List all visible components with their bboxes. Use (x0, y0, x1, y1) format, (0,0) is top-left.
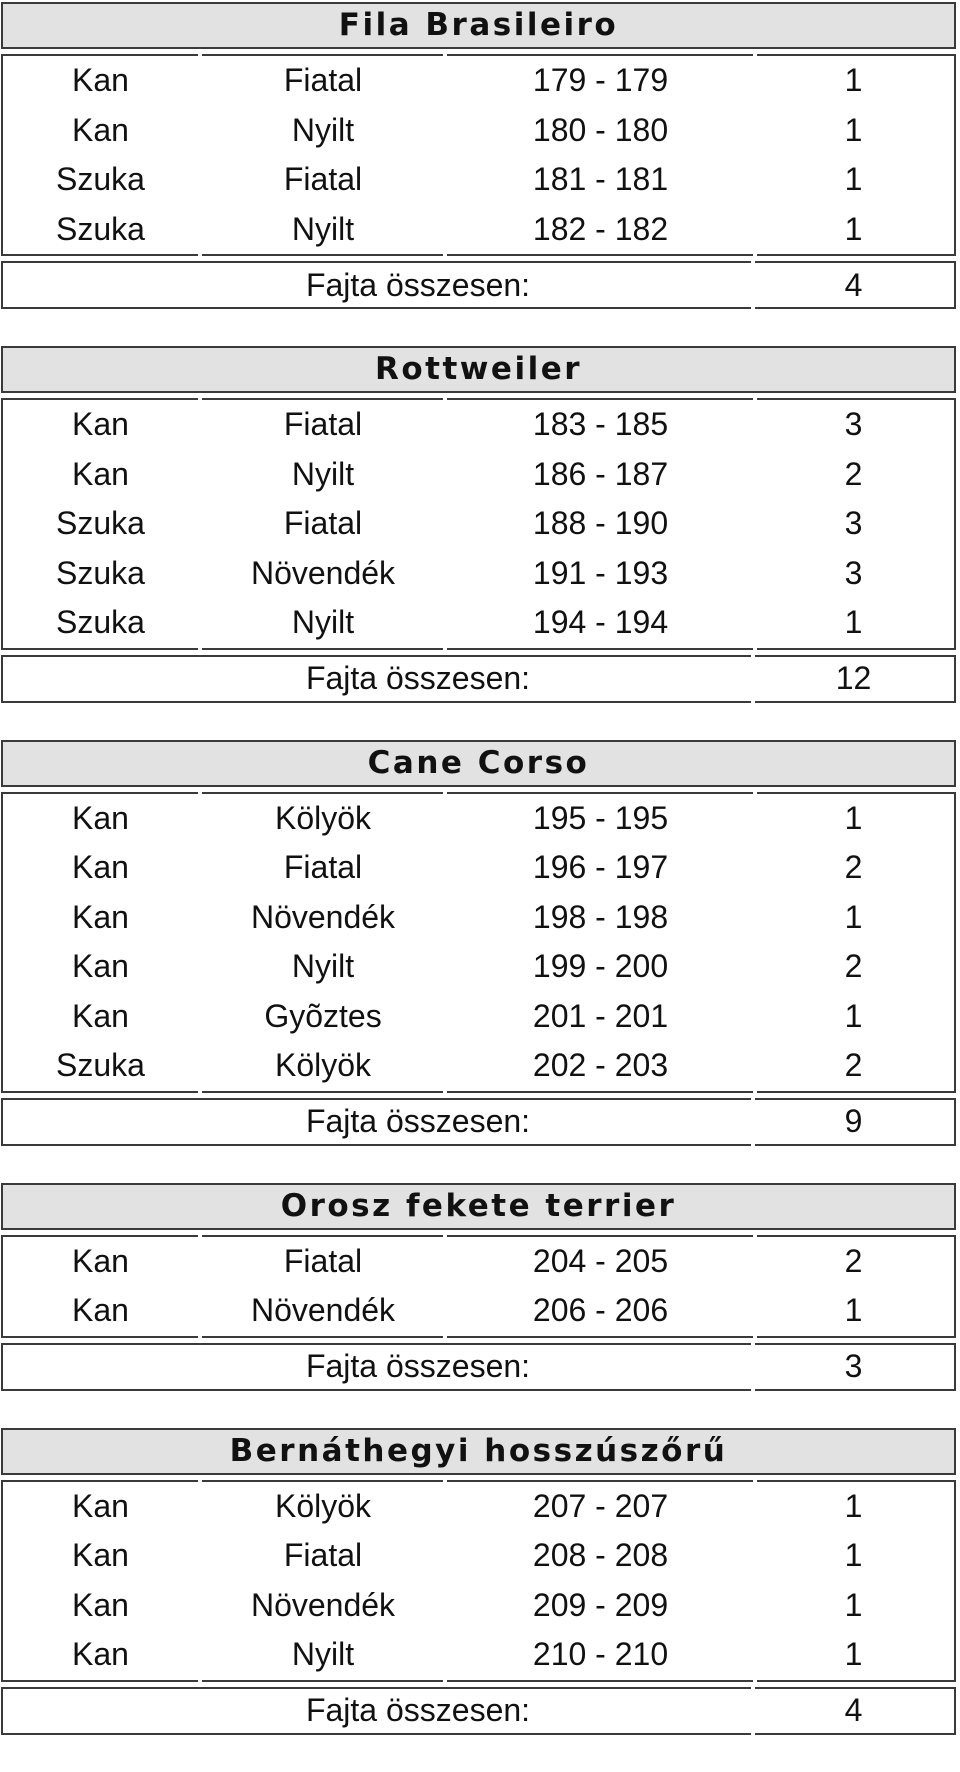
count-cell: 1 (844, 111, 863, 148)
catalog-range-cell: 204 - 205 (532, 1242, 669, 1279)
catalog-range-cell: 194 - 194 (532, 604, 669, 641)
count-cell: 2 (844, 948, 863, 985)
breed-total-row (1, 655, 956, 703)
table-row (3, 1581, 954, 1631)
class-cell: Fiatal (283, 161, 363, 198)
table-row (3, 1531, 954, 1581)
catalog-range-cell: 207 - 207 (532, 1487, 669, 1524)
class-cell: Nyilt (291, 604, 355, 641)
catalog-range-cell: 179 - 179 (532, 62, 669, 99)
sex-cell: Kan (72, 62, 129, 99)
breed-section (0, 1428, 960, 1735)
table-row (3, 106, 954, 156)
count-cell: 2 (844, 455, 863, 492)
breed-section (0, 346, 960, 703)
count-cell: 2 (844, 849, 863, 886)
sex-cell: Kan (72, 799, 129, 836)
table-row (3, 893, 954, 943)
class-cell: Fiatal (283, 62, 363, 99)
class-cell: Kölyök (274, 799, 372, 836)
sex-cell: Kan (72, 1292, 129, 1329)
class-cell: Nyilt (291, 948, 355, 985)
table-row (3, 794, 954, 844)
breed-entry-list (0, 2, 960, 1772)
catalog-range-cell: 209 - 209 (532, 1586, 669, 1623)
catalog-range-cell: 186 - 187 (532, 455, 669, 492)
class-cell: Nyilt (291, 455, 355, 492)
class-cell: Fiatal (283, 1537, 363, 1574)
table-row (3, 205, 954, 255)
table-row (3, 400, 954, 450)
sex-cell: Kan (72, 406, 129, 443)
breed-total-value: 4 (844, 1692, 863, 1728)
catalog-range-cell: 208 - 208 (532, 1537, 669, 1574)
breed-title: Bernáthegyi hosszúszőrű (1, 1428, 956, 1475)
count-cell: 1 (844, 604, 863, 641)
sex-cell: Szuka (56, 554, 145, 591)
catalog-range-cell: 196 - 197 (532, 849, 669, 886)
sex-cell: Kan (72, 111, 129, 148)
breed-title: Cane Corso (1, 740, 956, 787)
breed-total-row (1, 1098, 956, 1146)
sex-cell: Kan (72, 455, 129, 492)
breed-title: Orosz fekete terrier (1, 1183, 956, 1230)
breed-total-label: Fajta összesen: (305, 1692, 531, 1728)
catalog-range-cell: 195 - 195 (532, 799, 669, 836)
breed-total-label: Fajta összesen: (305, 660, 531, 696)
breed-title: Rottweiler (1, 346, 956, 393)
table-row (3, 1482, 954, 1532)
catalog-range-cell: 188 - 190 (532, 505, 669, 542)
class-cell: Növendék (250, 554, 396, 591)
count-cell: 1 (844, 210, 863, 247)
count-cell: 2 (844, 1047, 863, 1084)
table-row (3, 1286, 954, 1336)
breed-section (0, 1183, 960, 1391)
breed-total-row (1, 1687, 956, 1735)
catalog-range-cell: 191 - 193 (532, 554, 669, 591)
sex-cell: Kan (72, 898, 129, 935)
count-cell: 1 (844, 62, 863, 99)
entry-rows (1, 54, 956, 256)
count-cell: 1 (844, 1292, 863, 1329)
count-cell: 1 (844, 1537, 863, 1574)
table-row (3, 992, 954, 1042)
class-cell: Fiatal (283, 849, 363, 886)
sex-cell: Kan (72, 849, 129, 886)
count-cell: 1 (844, 799, 863, 836)
catalog-range-cell: 198 - 198 (532, 898, 669, 935)
count-cell: 1 (844, 898, 863, 935)
catalog-range-cell: 206 - 206 (532, 1292, 669, 1329)
entry-rows (1, 1235, 956, 1338)
sex-cell: Kan (72, 1242, 129, 1279)
breed-section (0, 740, 960, 1146)
breed-total-label: Fajta összesen: (305, 1348, 531, 1384)
sex-cell: Kan (72, 948, 129, 985)
count-cell: 1 (844, 997, 863, 1034)
table-row (3, 942, 954, 992)
class-cell: Növendék (250, 1586, 396, 1623)
catalog-range-cell: 199 - 200 (532, 948, 669, 985)
entry-rows (1, 398, 956, 650)
count-cell: 1 (844, 1586, 863, 1623)
sex-cell: Szuka (56, 604, 145, 641)
table-row (3, 598, 954, 648)
class-cell: Növendék (250, 898, 396, 935)
sex-cell: Szuka (56, 210, 145, 247)
table-row (3, 155, 954, 205)
entry-rows (1, 792, 956, 1093)
sex-cell: Szuka (56, 1047, 145, 1084)
breed-total-label: Fajta összesen: (305, 266, 531, 303)
table-row (3, 1237, 954, 1287)
sex-cell: Kan (72, 1537, 129, 1574)
catalog-range-cell: 202 - 203 (532, 1047, 669, 1084)
class-cell: Kölyök (274, 1487, 372, 1524)
class-cell: Nyilt (291, 1636, 355, 1673)
sex-cell: Kan (72, 1636, 129, 1673)
breed-title: Fila Brasileiro (1, 2, 956, 49)
sex-cell: Kan (72, 1487, 129, 1524)
table-row (3, 1630, 954, 1680)
sex-cell: Szuka (56, 161, 145, 198)
count-cell: 1 (844, 161, 863, 198)
count-cell: 3 (844, 505, 863, 542)
table-row (3, 499, 954, 549)
class-cell: Növendék (250, 1292, 396, 1329)
table-row (3, 843, 954, 893)
breed-total-label: Fajta összesen: (305, 1103, 531, 1139)
entry-rows (1, 1480, 956, 1682)
catalog-range-cell: 183 - 185 (532, 406, 669, 443)
catalog-range-cell: 182 - 182 (532, 210, 669, 247)
count-cell: 3 (844, 406, 863, 443)
class-cell: Fiatal (283, 406, 363, 443)
catalog-range-cell: 201 - 201 (532, 997, 669, 1034)
breed-total-value: 3 (844, 1348, 863, 1384)
breed-total-value: 4 (844, 266, 863, 303)
class-cell: Nyilt (291, 210, 355, 247)
class-cell: Nyilt (291, 111, 355, 148)
table-row (3, 1041, 954, 1091)
count-cell: 1 (844, 1636, 863, 1673)
count-cell: 3 (844, 554, 863, 591)
breed-total-value: 12 (835, 660, 872, 696)
table-row (3, 56, 954, 106)
count-cell: 1 (844, 1487, 863, 1524)
breed-total-value: 9 (844, 1103, 863, 1139)
class-cell: Gyõztes (264, 997, 382, 1034)
breed-section (0, 2, 960, 309)
table-row (3, 549, 954, 599)
catalog-range-cell: 180 - 180 (532, 111, 669, 148)
table-row (3, 450, 954, 500)
catalog-range-cell: 210 - 210 (532, 1636, 669, 1673)
sex-cell: Kan (72, 1586, 129, 1623)
breed-total-row (1, 261, 956, 309)
catalog-range-cell: 181 - 181 (532, 161, 669, 198)
class-cell: Fiatal (283, 505, 363, 542)
class-cell: Kölyök (274, 1047, 372, 1084)
sex-cell: Szuka (56, 505, 145, 542)
sex-cell: Kan (72, 997, 129, 1034)
breed-total-row (1, 1343, 956, 1391)
count-cell: 2 (844, 1242, 863, 1279)
class-cell: Fiatal (283, 1242, 363, 1279)
